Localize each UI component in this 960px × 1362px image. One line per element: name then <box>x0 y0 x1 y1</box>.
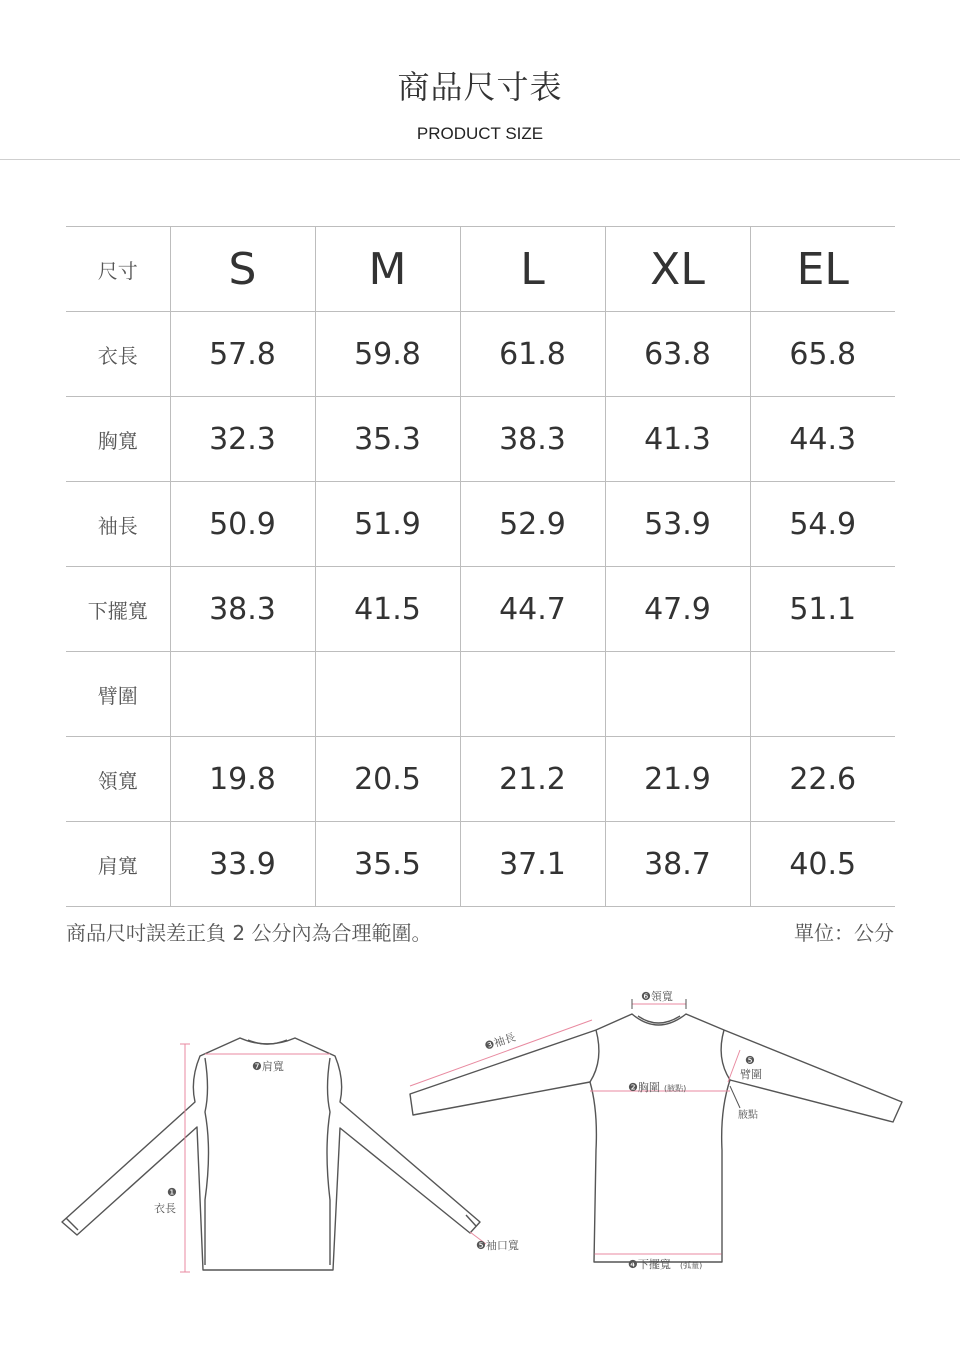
row-label: 領寬 <box>66 737 170 822</box>
shirt-front-measure-lines <box>410 1004 740 1254</box>
table-cell: 35.3 <box>315 397 460 482</box>
table-cell <box>605 652 750 737</box>
corner-label: 尺寸 <box>66 227 170 312</box>
label-chest-note: (腋點) <box>664 1084 687 1093</box>
table-cell: 53.9 <box>605 482 750 567</box>
shirt-back-measure-lines <box>180 1044 486 1272</box>
table-cell <box>170 652 315 737</box>
header-divider <box>0 159 960 160</box>
page-header <box>0 0 960 160</box>
table-row <box>66 822 895 907</box>
size-header-el: EL <box>750 227 895 312</box>
label-shoulder: ❼肩寬 <box>252 1060 284 1073</box>
row-label: 衣長 <box>66 312 170 397</box>
table-cell: 33.9 <box>170 822 315 907</box>
label-cuff: ❺袖口寬 <box>476 1239 519 1252</box>
table-cell: 38.3 <box>170 567 315 652</box>
table-cell: 57.8 <box>170 312 315 397</box>
table-cell: 21.9 <box>605 737 750 822</box>
size-header-l: L <box>460 227 605 312</box>
table-cell: 61.8 <box>460 312 605 397</box>
table-cell: 41.5 <box>315 567 460 652</box>
table-cell: 54.9 <box>750 482 895 567</box>
size-header-xl: XL <box>605 227 750 312</box>
table-cell: 59.8 <box>315 312 460 397</box>
label-length-number: ❶ <box>167 1186 177 1199</box>
label-neck: ❻領寬 <box>641 990 673 1003</box>
label-hem-note: (弧量) <box>680 1261 703 1270</box>
size-header-s: S <box>170 227 315 312</box>
row-label: 袖長 <box>66 482 170 567</box>
table-cell: 50.9 <box>170 482 315 567</box>
table-cell: 38.3 <box>460 397 605 482</box>
table-cell: 40.5 <box>750 822 895 907</box>
label-hem: ❹下擺寬 <box>628 1258 671 1271</box>
label-sleeve-length: ❸袖長 <box>482 1030 518 1053</box>
table-cell: 63.8 <box>605 312 750 397</box>
table-cell: 22.6 <box>750 737 895 822</box>
table-row <box>66 737 895 822</box>
table-cell <box>460 652 605 737</box>
table-cell: 47.9 <box>605 567 750 652</box>
table-cell: 51.1 <box>750 567 895 652</box>
unit-label: 單位：公分 <box>794 921 894 945</box>
label-length: 衣長 <box>154 1202 176 1215</box>
page-subtitle: PRODUCT SIZE <box>416 124 544 143</box>
table-cell <box>750 652 895 737</box>
shirt-front-view <box>410 1014 902 1262</box>
label-chest: ❷胸圍 <box>628 1081 660 1094</box>
row-label: 下擺寬 <box>66 567 170 652</box>
size-header-row <box>66 227 895 312</box>
table-cell: 65.8 <box>750 312 895 397</box>
tolerance-note: 商品尺吋誤差正負 2 公分內為合理範圍。 <box>66 921 432 945</box>
label-arm: 臂圍 <box>740 1068 762 1081</box>
table-cell: 19.8 <box>170 737 315 822</box>
table-cell: 52.9 <box>460 482 605 567</box>
table-cell: 41.3 <box>605 397 750 482</box>
label-armpit: 腋點 <box>738 1110 758 1121</box>
label-arm-number: ❺ <box>745 1054 755 1067</box>
table-cell: 38.7 <box>605 822 750 907</box>
row-label: 胸寬 <box>66 397 170 482</box>
size-header-m: M <box>315 227 460 312</box>
garment-measurement-diagram <box>0 980 960 1290</box>
table-row <box>66 312 895 397</box>
table-cell: 37.1 <box>460 822 605 907</box>
table-cell: 44.7 <box>460 567 605 652</box>
measure-tick-marks <box>594 999 740 1262</box>
table-cell: 35.5 <box>315 822 460 907</box>
table-cell: 51.9 <box>315 482 460 567</box>
table-cell: 21.2 <box>460 737 605 822</box>
table-row <box>66 397 895 482</box>
table-row <box>66 567 895 652</box>
row-label: 肩寬 <box>66 822 170 907</box>
table-cell: 32.3 <box>170 397 315 482</box>
table-cell: 20.5 <box>315 737 460 822</box>
table-row <box>66 482 895 567</box>
table-cell: 44.3 <box>750 397 895 482</box>
page-title: 商品尺寸表 <box>397 68 563 106</box>
table-cell <box>315 652 460 737</box>
size-table <box>66 226 895 907</box>
table-row <box>66 652 895 737</box>
row-label: 臂圍 <box>66 652 170 737</box>
